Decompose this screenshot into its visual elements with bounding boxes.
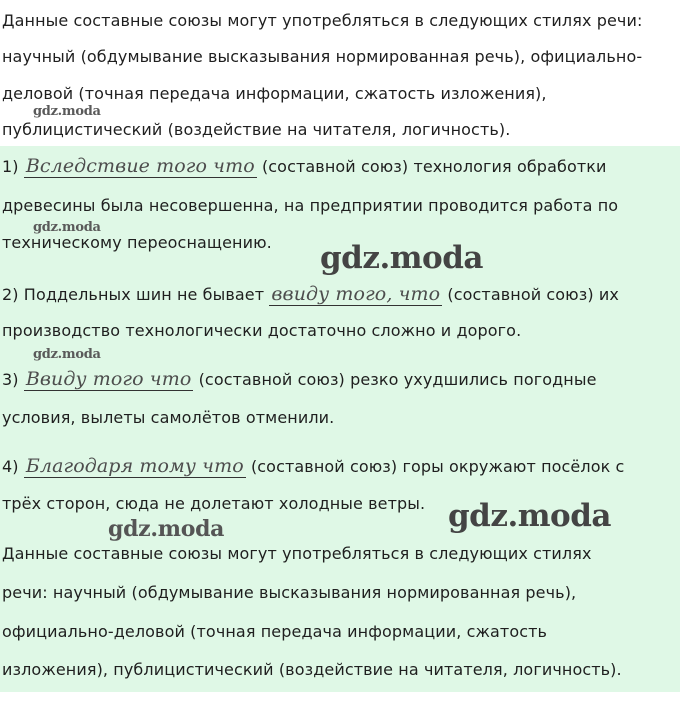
item-2-line-2: производство технологически достаточно сложно и дорого. <box>2 321 522 340</box>
summary-line: изложения), публицистический (воздействие на читателя, логичность). <box>2 660 622 679</box>
item-1-text: (составной союз) технология обработки <box>261 157 607 176</box>
intro-line: Данные составные союзы могут употребляться в следующих стилях речи: <box>2 11 643 30</box>
watermark-logo: gdz.moda <box>33 104 101 119</box>
item-2-text: 2) Поддельных шин не бывает <box>2 285 265 304</box>
item-2-line-1 <box>2 284 619 305</box>
item-3-line-1 <box>2 369 597 390</box>
summary-line: Данные составные союзы могут употребляться в следующих стилях <box>2 544 592 563</box>
item-1-line-2: древесины была несовершенна, на предприятии проводится работа по <box>2 196 619 215</box>
item-1-number: 1) <box>2 157 19 176</box>
item-3-number: 3) <box>2 370 19 389</box>
item-1-line-3: техническому переоснащению. <box>2 233 272 252</box>
item-2-conjunction: ввиду того, что <box>271 283 441 305</box>
intro-line: научный (обдумывание высказывания нормированная речь), официально- <box>2 47 643 66</box>
watermark-logo: gdz.moda <box>33 347 101 362</box>
item-4-conjunction: Благодаря тому что <box>25 455 244 477</box>
intro-line: деловой (точная передача информации, сжатость изложения), <box>2 84 547 103</box>
item-3-text: (составной союз) резко ухудшились погодные <box>198 370 597 389</box>
summary-line: речи: научный (обдумывание высказывания нормированная речь), <box>2 583 577 602</box>
item-3-conjunction: Ввиду того что <box>25 368 192 390</box>
item-3-line-2: условия, вылеты самолётов отменили. <box>2 408 335 427</box>
watermark-logo: gdz.moda <box>448 498 611 534</box>
item-4-number: 4) <box>2 457 19 476</box>
watermark-logo: gdz.moda <box>320 240 483 276</box>
watermark-logo: gdz.moda <box>33 220 101 235</box>
watermark-logo: gdz.moda <box>108 516 225 542</box>
summary-line: официально-деловой (точная передача информации, сжатость <box>2 622 548 641</box>
item-4-text: (составной союз) горы окружают посёлок с <box>250 457 625 476</box>
intro-line: публицистический (воздействие на читателя, логичность). <box>2 120 511 139</box>
item-1-line-1 <box>2 156 607 177</box>
item-4-line-2: трёх сторон, сюда не долетают холодные ветры. <box>2 494 426 513</box>
item-2-text-rest: (составной союз) их <box>447 285 619 304</box>
intro-section <box>0 0 680 146</box>
item-1-conjunction: Вследствие того что <box>25 155 255 177</box>
item-4-line-1 <box>2 456 624 477</box>
